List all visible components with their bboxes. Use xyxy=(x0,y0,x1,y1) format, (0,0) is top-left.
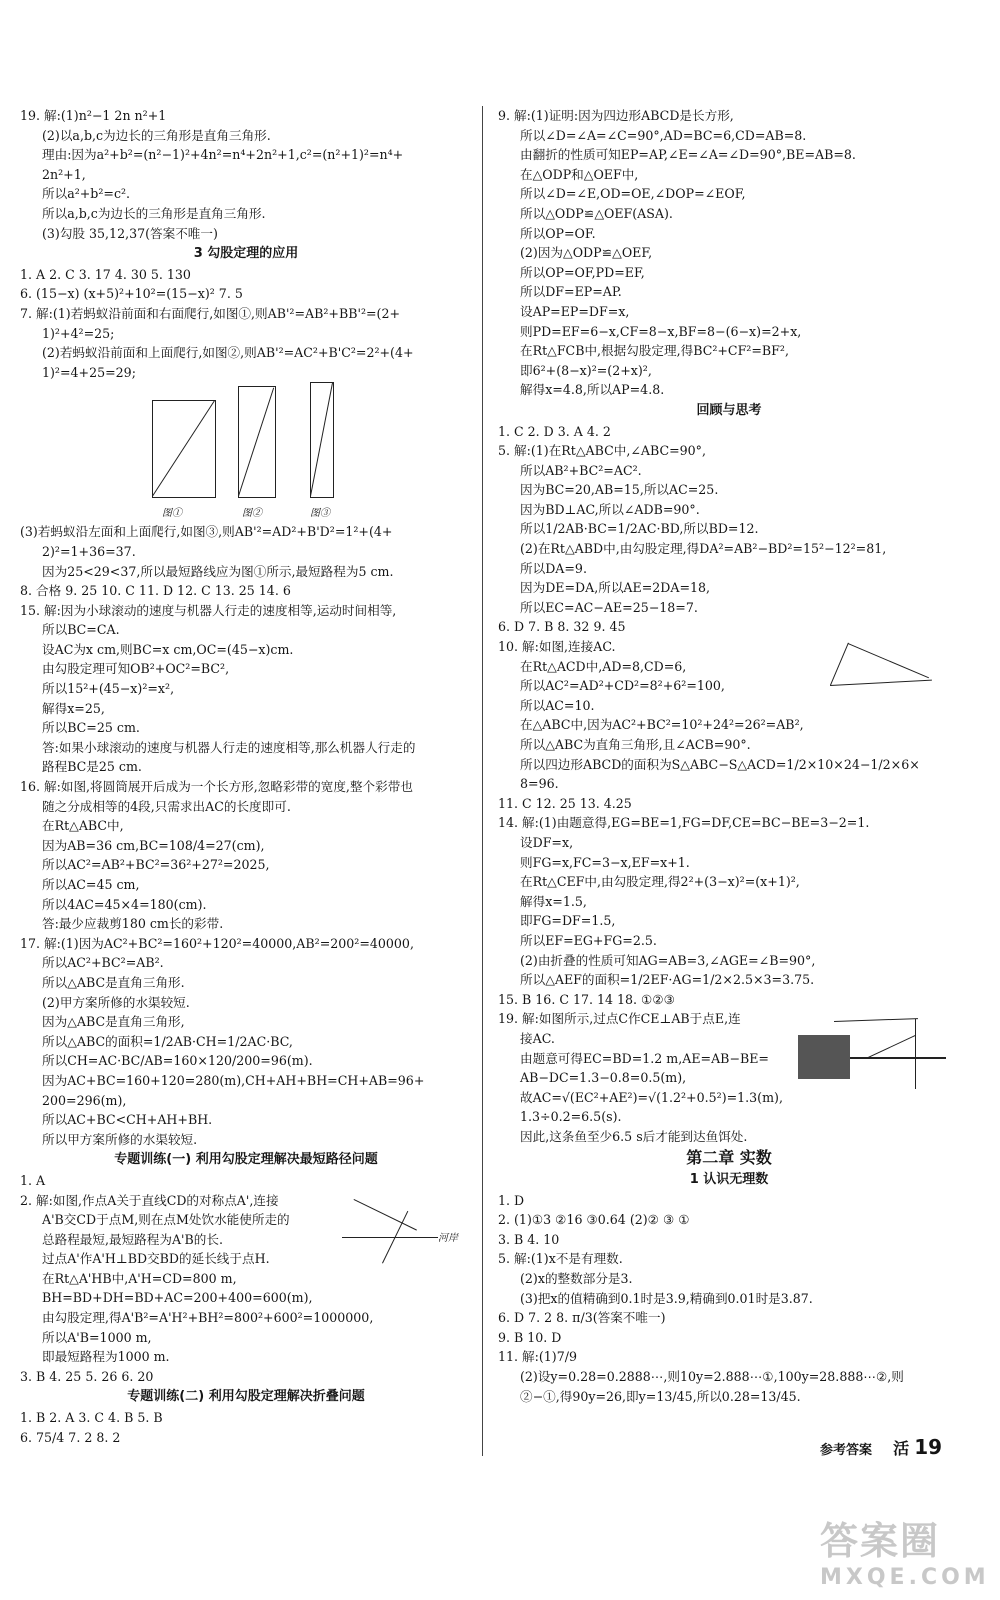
answer-line: 16. 解:如图,将圆筒展开后成为一个长方形,忽略彩带的宽度,整个彩带也 xyxy=(20,779,413,795)
answer-line: 因此,这条鱼至少6.5 s后才能到达鱼饵处. xyxy=(520,1128,748,1144)
watermark xyxy=(820,1510,990,1590)
answer-line: 因为AC+BC=160+120=280(m),CH+AH+BH=CH+AB=96+ xyxy=(42,1072,425,1088)
answer-line: 路程BC是25 cm. xyxy=(42,759,142,775)
answer-line: 解得x=4.8,所以AP=4.8. xyxy=(520,382,665,398)
answer-line: 随之分成相等的4段,只需求出AC的长度即可. xyxy=(42,798,291,814)
answer-line: (2)因为△ODP≌△OEF, xyxy=(520,245,653,261)
answer-line: 17. 解:(1)因为AC²+BC²=160²+120²=40000,AB²=200²=40000, xyxy=(20,935,414,951)
answer-line: 因为25<29<37,所以最短路线应为图①所示,最短路程为5 cm. xyxy=(42,563,394,579)
answer-line: 所以甲方案所修的水渠较短. xyxy=(42,1131,198,1147)
answer-line: (2)设y=0.28=0.2888⋯,则10y=2.888⋯①,100y=28.888⋯②,则 xyxy=(520,1369,904,1384)
answer-line: 则FG=x,FC=3−x,EF=x+1. xyxy=(520,854,690,870)
answer-line: 7. 解:(1)若蚂蚁沿前面和右面爬行,如图①,则AB'²=AB²+BB'²=(2+ xyxy=(20,305,401,321)
answer-line: 1. B 2. A 3. C 4. B 5. B xyxy=(20,1410,163,1426)
figure-edge xyxy=(847,643,929,679)
answer-line: (3)勾股 35,12,37(答案不唯一) xyxy=(42,225,218,241)
answer-line: 10. 解:如图,连接AC. xyxy=(498,639,616,655)
answer-line: 1. A 2. C 3. 17 4. 30 5. 130 xyxy=(20,266,191,282)
problem-10-block xyxy=(498,637,960,715)
answer-line: 2n²+1, xyxy=(42,166,86,182)
answer-line: 在Rt△CEF中,由勾股定理,得2²+(3−x)²=(x+1)², xyxy=(520,874,800,890)
answer-line: 解得x=25, xyxy=(42,700,105,716)
watermark-line1: 答案圈 xyxy=(820,1519,941,1563)
answer-line: 1. D xyxy=(498,1192,525,1208)
fishing-line xyxy=(915,1019,916,1089)
answer-line: 所以BC=CA. xyxy=(42,622,120,638)
answer-line: (2)甲方案所修的水渠较短. xyxy=(42,994,190,1010)
answer-line: 即6²+(8−x)²=(2+x)², xyxy=(520,362,652,378)
problem-19-block xyxy=(20,106,472,243)
answer-line: A'B交CD于点M,则在点M处饮水能使所走的 xyxy=(42,1212,290,1228)
answer-line: 所以AC²=AD²+CD²=8²+6²=100, xyxy=(520,678,725,694)
answer-line: 过点A'作A'H⊥BD交BD的延长线于点H. xyxy=(42,1251,270,1267)
answer-line: 因为△ABC是直角三角形, xyxy=(42,1014,185,1030)
answer-line: 即FG=DF=1.5, xyxy=(520,913,616,929)
figure-2-caption: 图② xyxy=(242,508,262,520)
answer-line: 11. 解:(1)7/9 xyxy=(498,1349,577,1365)
river-label: 河岸 xyxy=(438,1232,458,1244)
answer-line: 所以△ABC的面积=1/2AB·CH=1/2AC·BC, xyxy=(42,1033,293,1049)
answer-line: 200=296(m), xyxy=(42,1092,127,1108)
answer-line: 所以△ABC为直角三角形,且∠ACB=90°. xyxy=(520,737,751,752)
answer-line: 15. 解:因为小球滚动的速度与机器人行走的速度相等,运动时间相等, xyxy=(20,602,397,618)
water-line xyxy=(850,1057,946,1058)
answer-line: (2)由折叠的性质可知AG=AB=3,∠AGE=∠B=90°, xyxy=(520,952,816,968)
answer-line: 则PD=EF=6−x,CF=8−x,BF=8−(6−x)=2+x, xyxy=(520,323,802,339)
special-training-1-block xyxy=(20,1171,472,1387)
answer-line: 所以AC=10. xyxy=(520,697,595,713)
answer-line: 在△ODP和△OEF中, xyxy=(520,166,639,182)
answer-line: 15. B 16. C 17. 14 18. ①②③ xyxy=(498,991,675,1007)
section-title: 回顾与思考 xyxy=(696,402,762,418)
ant-path-figures xyxy=(20,382,472,522)
answer-line: (2)在Rt△ABD中,由勾股定理,得DA²=AB²−BD²=15²−12²=81, xyxy=(520,541,887,557)
answer-line: 19. 解:如图所示,过点C作CE⊥AB于点E,连 xyxy=(498,1011,741,1027)
answer-line: 所以OP=OF,PD=EF, xyxy=(520,264,645,280)
answer-line: 由题意可得EC=BD=1.2 m,AE=AB−BE= xyxy=(520,1050,769,1066)
left-column xyxy=(20,106,472,1447)
river-figure xyxy=(342,1193,462,1283)
answer-line: 6. D 7. B 8. 32 9. 45 xyxy=(498,619,626,635)
answer-line: 因为BC=20,AB=15,所以AC=25. xyxy=(520,482,719,498)
answer-line: 解得x=1.5, xyxy=(520,893,587,909)
right-column xyxy=(498,106,960,1406)
figure-3-caption: 图③ xyxy=(310,508,330,520)
answer-line: (2)若蚂蚁沿前面和上面爬行,如图②,则AB'²=AC²+B'C²=2²+(4+ xyxy=(42,345,414,361)
answer-line: 所以△AEF的面积=1/2EF·AG=1/2×2.5×3=3.75. xyxy=(520,972,815,988)
answer-line: 所以∠D=∠A=∠C=90°,AD=BC=6,CD=AB=8. xyxy=(520,127,807,143)
answer-line: 所以EC=AC−AE=25−18=7. xyxy=(520,599,698,615)
answer-line: 所以OP=OF. xyxy=(520,225,596,241)
answer-line: 理由:因为a²+b²=(n²−1)²+4n²=n⁴+2n²+1,c²=(n²+1)²=n⁴+ xyxy=(42,147,404,163)
fishing-rod xyxy=(834,1018,918,1022)
section-title: 1 认识无理数 xyxy=(689,1172,769,1188)
answer-line: 所以EF=EG+FG=2.5. xyxy=(520,932,657,948)
answer-line: 答:如果小球滚动的速度与机器人行走的速度相等,那么机器人行走的 xyxy=(42,739,416,755)
answer-line: 故AC=√(EC²+AE²)=√(1.2²+0.5²)=1.3(m), xyxy=(520,1089,783,1105)
answer-line: 2. (1)①3 ②16 ③0.64 (2)② ③ ① xyxy=(498,1212,690,1228)
answer-line: 设AC为x cm,则BC=x cm,OC=(45−x)cm. xyxy=(42,641,294,657)
answer-line: 所以a,b,c为边长的三角形是直角三角形. xyxy=(42,205,266,221)
answer-line: BH=BD+DH=BD+AC=200+400=600(m), xyxy=(42,1290,313,1306)
quadrilateral-figure xyxy=(828,637,938,697)
figure-edge xyxy=(830,680,932,687)
river-line xyxy=(342,1237,438,1238)
answer-line: 由翻折的性质可知EP=AP,∠E=∠A=∠D=90°,BE=AB=8. xyxy=(520,147,856,163)
answer-line: 即最短路程为1000 m. xyxy=(42,1349,170,1365)
answer-line: 6. 75/4 7. 2 8. 2 xyxy=(20,1429,121,1445)
answer-line: 1)²+4²=25; xyxy=(42,325,115,341)
answer-line: 6. D 7. 2 8. π/3(答案不唯一) xyxy=(498,1310,666,1326)
answer-line: 所以AB²+BC²=AC². xyxy=(520,462,642,478)
answer-line: 3. B 4. 10 xyxy=(498,1231,560,1247)
answer-line: 1.3÷0.2=6.5(s). xyxy=(520,1109,622,1125)
answer-line: 在Rt△FCB中,根据勾股定理,得BC²+CF²=BF², xyxy=(520,343,789,359)
answer-line: 所以AC+BC<CH+AH+BH. xyxy=(42,1112,213,1128)
answer-line: 11. C 12. 25 13. 4.25 xyxy=(498,795,632,811)
fish-path xyxy=(868,1035,916,1058)
answer-line: 由勾股定理,得A'B²=A'H²+BH²=800²+600²=1000000, xyxy=(42,1310,374,1326)
answer-line: 所以15²+(45−x)²=x², xyxy=(42,681,175,697)
chapter-title: 第二章 实数 xyxy=(686,1148,772,1168)
answer-line: 接AC. xyxy=(520,1030,555,1046)
answer-line: 所以A'B=1000 m, xyxy=(42,1329,152,1345)
answer-line: 所以4AC=45×4=180(cm). xyxy=(42,896,207,912)
answer-line: 19. 解:(1)n²−1 2n n²+1 xyxy=(20,108,167,123)
answer-line: 所以DF=EP=AP. xyxy=(520,284,622,300)
answer-line: 8=96. xyxy=(520,776,559,792)
footer-brand: 活 xyxy=(893,1439,910,1458)
answer-line: 所以△ABC是直角三角形. xyxy=(42,974,185,990)
bank-block xyxy=(798,1035,850,1079)
answer-line: 1. A xyxy=(20,1172,46,1188)
figure-1-caption: 图① xyxy=(162,508,182,520)
answer-line: (3)把x的值精确到0.1时是3.9,精确到0.01时是3.87. xyxy=(520,1290,813,1306)
problem-19-fish-block xyxy=(498,1009,960,1146)
answer-line: 所以AC²=AB²+BC²=36²+27²=2025, xyxy=(42,857,270,873)
answer-line: 所以1/2AB·BC=1/2AC·BD,所以BD=12. xyxy=(520,521,759,537)
answer-line: 14. 解:(1)由题意得,EG=BE=1,FG=DF,CE=BC−BE=3−2=1. xyxy=(498,815,870,831)
page-number: 19 xyxy=(914,1435,943,1459)
page-footer xyxy=(820,1435,942,1459)
answer-line: 在△ABC中,因为AC²+BC²=10²+24²=26²=AB², xyxy=(520,717,804,733)
answer-line: 在Rt△ABC中, xyxy=(42,818,124,834)
watermark-line2: MXQE.COM xyxy=(820,1565,990,1590)
answer-line: 9. B 10. D xyxy=(498,1329,562,1345)
answer-line: 所以AC=45 cm, xyxy=(42,877,140,892)
section-title: 专题训练(一) 利用勾股定理解决最短路径问题 xyxy=(114,1152,378,1168)
answer-line: ②−①,得90y=26,即y=13/45,所以0.28=13/45. xyxy=(520,1388,801,1404)
answer-line: 设DF=x, xyxy=(520,834,574,850)
answer-line: 设AP=EP=DF=x, xyxy=(520,303,630,319)
answer-line: 所以BC=25 cm. xyxy=(42,720,140,736)
answer-line: 所以四边形ABCD的面积为S△ABC−S△ACD=1/2×10×24−1/2×6× xyxy=(520,756,920,772)
footer-label: 参考答案 xyxy=(820,1443,873,1458)
section-title: 3 勾股定理的应用 xyxy=(193,246,299,262)
answer-line: 因为BD⊥AC,所以∠ADB=90°. xyxy=(520,501,700,517)
figure-edge xyxy=(830,643,849,686)
answer-line: 由勾股定理可知OB²+OC²=BC², xyxy=(42,661,230,677)
answer-line: AB−DC=1.3−0.8=0.5(m), xyxy=(520,1070,687,1086)
section-title: 专题训练(二) 利用勾股定理解决折叠问题 xyxy=(127,1389,365,1405)
answer-line: 所以CH=AC·BC/AB=160×120/200=96(m). xyxy=(42,1053,313,1069)
answer-line: 2. 解:如图,作点A关于直线CD的对称点A',连接 xyxy=(20,1192,279,1208)
answer-line: (2)以a,b,c为边长的三角形是直角三角形. xyxy=(42,127,271,143)
answer-line: 5. 解:(1)在Rt△ABC中,∠ABC=90°, xyxy=(498,443,706,459)
answer-line: 所以AC²+BC²=AB². xyxy=(42,955,164,971)
answer-line: 所以△ODP≌△OEF(ASA). xyxy=(520,205,673,221)
answer-line: 6. (15−x) (x+5)²+10²=(15−x)² 7. 5 xyxy=(20,286,243,302)
fishing-figure xyxy=(798,1013,948,1099)
answer-line: 所以∠D=∠E,OD=OE,∠DOP=∠EOF, xyxy=(520,186,746,202)
path-line xyxy=(353,1199,417,1231)
answer-line: 因为AB=36 cm,BC=108/4=27(cm), xyxy=(42,837,265,853)
answer-line: 2)²=1+36=37. xyxy=(42,543,136,559)
answer-line: 3. B 4. 25 5. 26 6. 20 xyxy=(20,1368,154,1384)
answer-line: (3)若蚂蚁沿左面和上面爬行,如图③,则AB'²=AD²+B'D²=1²+(4+ xyxy=(20,524,393,540)
answer-line: 在Rt△ACD中,AD=8,CD=6, xyxy=(520,658,687,674)
answer-line: 答:最少应裁剪180 cm长的彩带. xyxy=(42,916,224,932)
answer-line: (2)x的整数部分是3. xyxy=(520,1271,633,1287)
answer-line: 所以DA=9. xyxy=(520,560,587,576)
answer-line: 5. 解:(1)x不是有理数. xyxy=(498,1251,623,1267)
answer-line: 在Rt△A'HB中,A'H=CD=800 m, xyxy=(42,1270,237,1286)
answer-line: 因为DE=DA,所以AE=2DA=18, xyxy=(520,580,711,596)
answer-line: 1. C 2. D 3. A 4. 2 xyxy=(498,423,611,439)
answer-line: 1)²=4+25=29; xyxy=(42,364,136,380)
answer-line: 8. 合格 9. 25 10. C 11. D 12. C 13. 25 14. 6 xyxy=(20,583,291,599)
column-divider xyxy=(482,106,483,1456)
answer-line: 9. 解:(1)证明:因为四边形ABCD是长方形, xyxy=(498,108,734,123)
answer-line: 所以a²+b²=c². xyxy=(42,186,131,202)
answer-line: 总路程最短,最短路程为A'B的长. xyxy=(42,1231,223,1247)
